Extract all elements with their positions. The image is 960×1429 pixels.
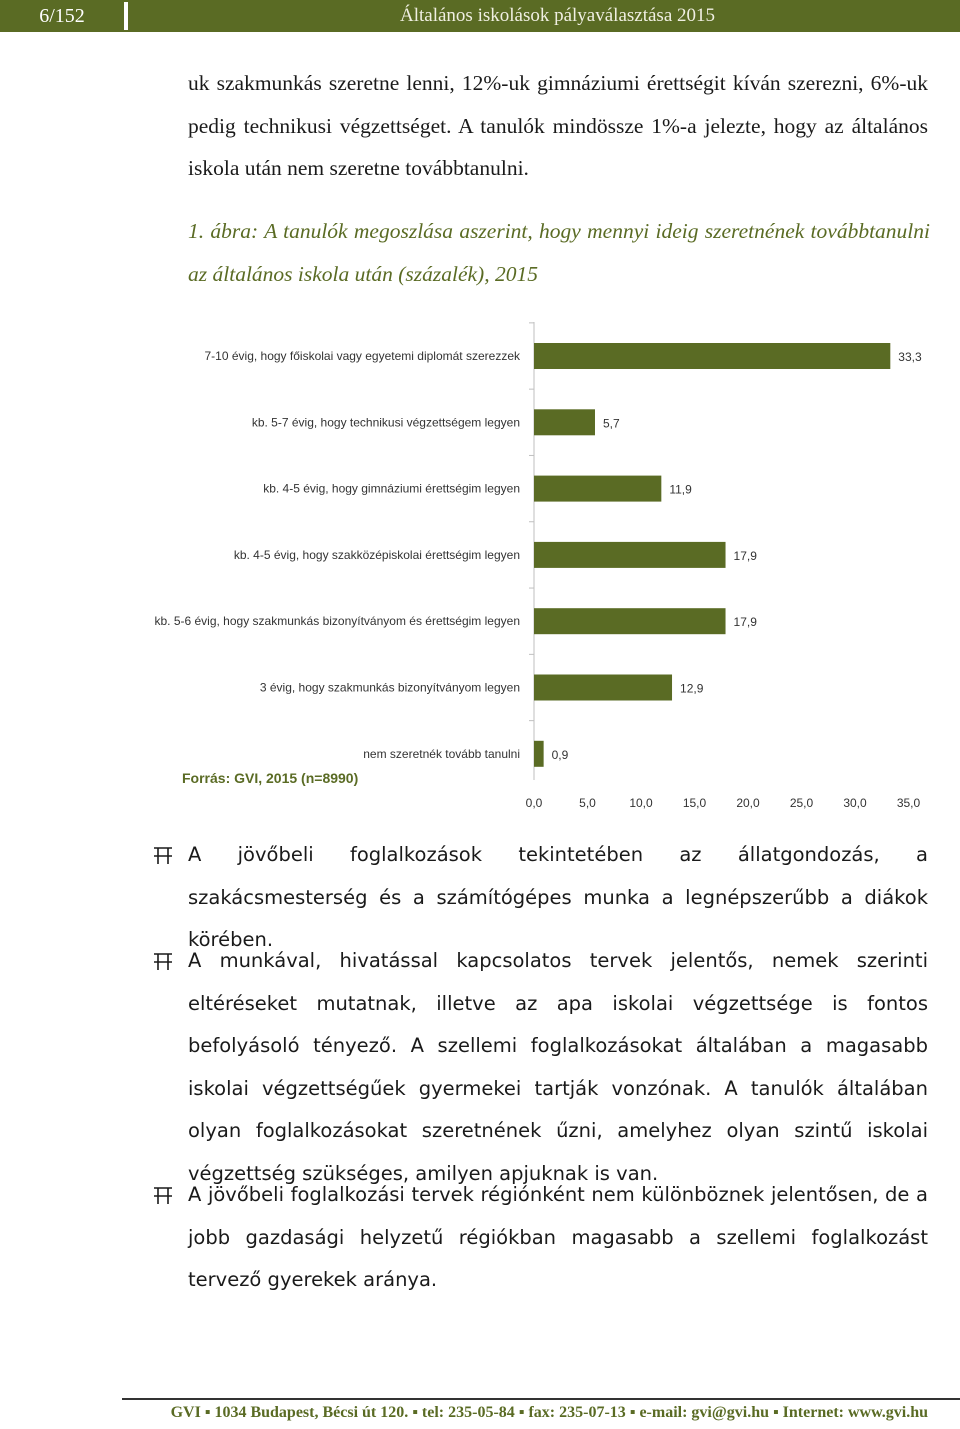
category-label: 3 évig, hogy szakmunkás bizonyítványom legyen (259, 680, 520, 695)
bar (534, 542, 726, 568)
value-label: 5,7 (602, 416, 620, 431)
x-tick-label: 0,0 (525, 796, 543, 810)
value-label: 0,9 (551, 747, 569, 762)
bullet-text-2: A munkával, hivatással kapcsolatos tervek jelentős, nemek szerinti eltéréseket mutatnak, illetve az apa iskolai végzettsége is fontos befolyásoló tényező. A szellemi foglalkozásokat általában a magasabb iskolai végzettségűek gyermekei tartják vonzónak. A tanulók általában olyan foglalkozásokat szeretnének űzni, amelyhez olyan szintű iskolai végzettség szükséges, amilyen apjuknak is van. (188, 949, 928, 1185)
bullet-text-1: A jövőbeli foglalkozások tekintetében az állatgondozás, a szakácsmesterség és a számítógépes munka a legnépszerűbb a diákok körében. (188, 843, 928, 951)
category-label: kb. 5-7 évig, hogy technikusi végzettségem legyen (251, 415, 520, 430)
bullet-text-3: A jövőbeli foglalkozási tervek régiónként nem különböznek jelentősen, de a jobb gazdasági helyzetű régiókban magasabb a szellemi foglalkozást tervező gyerekek aránya. (188, 1183, 928, 1291)
category-label: nem szeretnék tovább tanulni (363, 746, 520, 761)
bar (534, 476, 661, 502)
x-tick-label: 20,0 (736, 796, 760, 810)
figure-caption: 1. ábra: A tanulók megoszlása aszerint, hogy mennyi ideig szeretnének továbbtanulni az általános iskola után (százalék), 2015 (188, 219, 930, 286)
x-tick-label: 30,0 (843, 796, 867, 810)
footer-contact: GVI ▪ 1034 Budapest, Bécsi út 120. ▪ tel: 235-05-84 ▪ fax: 235-07-13 ▪ e-mail: gvi@gvi.hu ▪ Internet: www.gvi.hu (170, 1404, 928, 1421)
category-label: kb. 5-6 évig, hogy szakmunkás bizonyítványom és érettségim legyen (154, 614, 520, 629)
header-title: Általános iskolások pályaválasztása 2015 (400, 5, 716, 26)
x-tick-label: 15,0 (682, 796, 707, 810)
value-label: 17,9 (733, 548, 757, 563)
page-header (0, 0, 960, 32)
bullet-glyph-icon (152, 1184, 174, 1206)
footer-divider (122, 1398, 960, 1400)
x-tick-label: 25,0 (789, 796, 814, 810)
bar (534, 741, 544, 767)
bullet-glyph-icon (152, 844, 174, 866)
value-label: 17,9 (733, 615, 757, 630)
category-label: 7-10 évig, hogy főiskolai vagy egyetemi diplomát szerezzek (204, 349, 520, 363)
page-number: 6/152 (0, 2, 128, 30)
category-label: kb. 4-5 évig, hogy szakközépiskolai érettségim legyen (233, 547, 520, 562)
figure-source: Forrás: GVI, 2015 (n=8990) (182, 770, 359, 786)
category-label: kb. 4-5 évig, hogy gimnáziumi érettségim legyen (263, 481, 520, 496)
bar (534, 409, 595, 435)
bar (534, 675, 672, 701)
bar (534, 343, 890, 369)
value-label: 33,3 (898, 350, 922, 364)
intro-paragraph: uk szakmunkás szeretne lenni, 12%-uk gimnáziumi érettségit kíván szerezni, 6%-uk pedig technikusi végzettséget. A tanulók mindössze 1%-a jelezte, hogy az általános iskola után nem szeretne továbbtanulni. (188, 71, 928, 180)
value-label: 11,9 (669, 482, 692, 497)
value-label: 12,9 (680, 681, 704, 696)
bar (534, 608, 726, 634)
x-tick-label: 35,0 (896, 796, 921, 810)
x-tick-label: 5,0 (579, 796, 596, 810)
bar-chart (0, 310, 960, 820)
x-tick-label: 10,0 (629, 796, 653, 810)
bullet-glyph-icon (152, 950, 174, 972)
